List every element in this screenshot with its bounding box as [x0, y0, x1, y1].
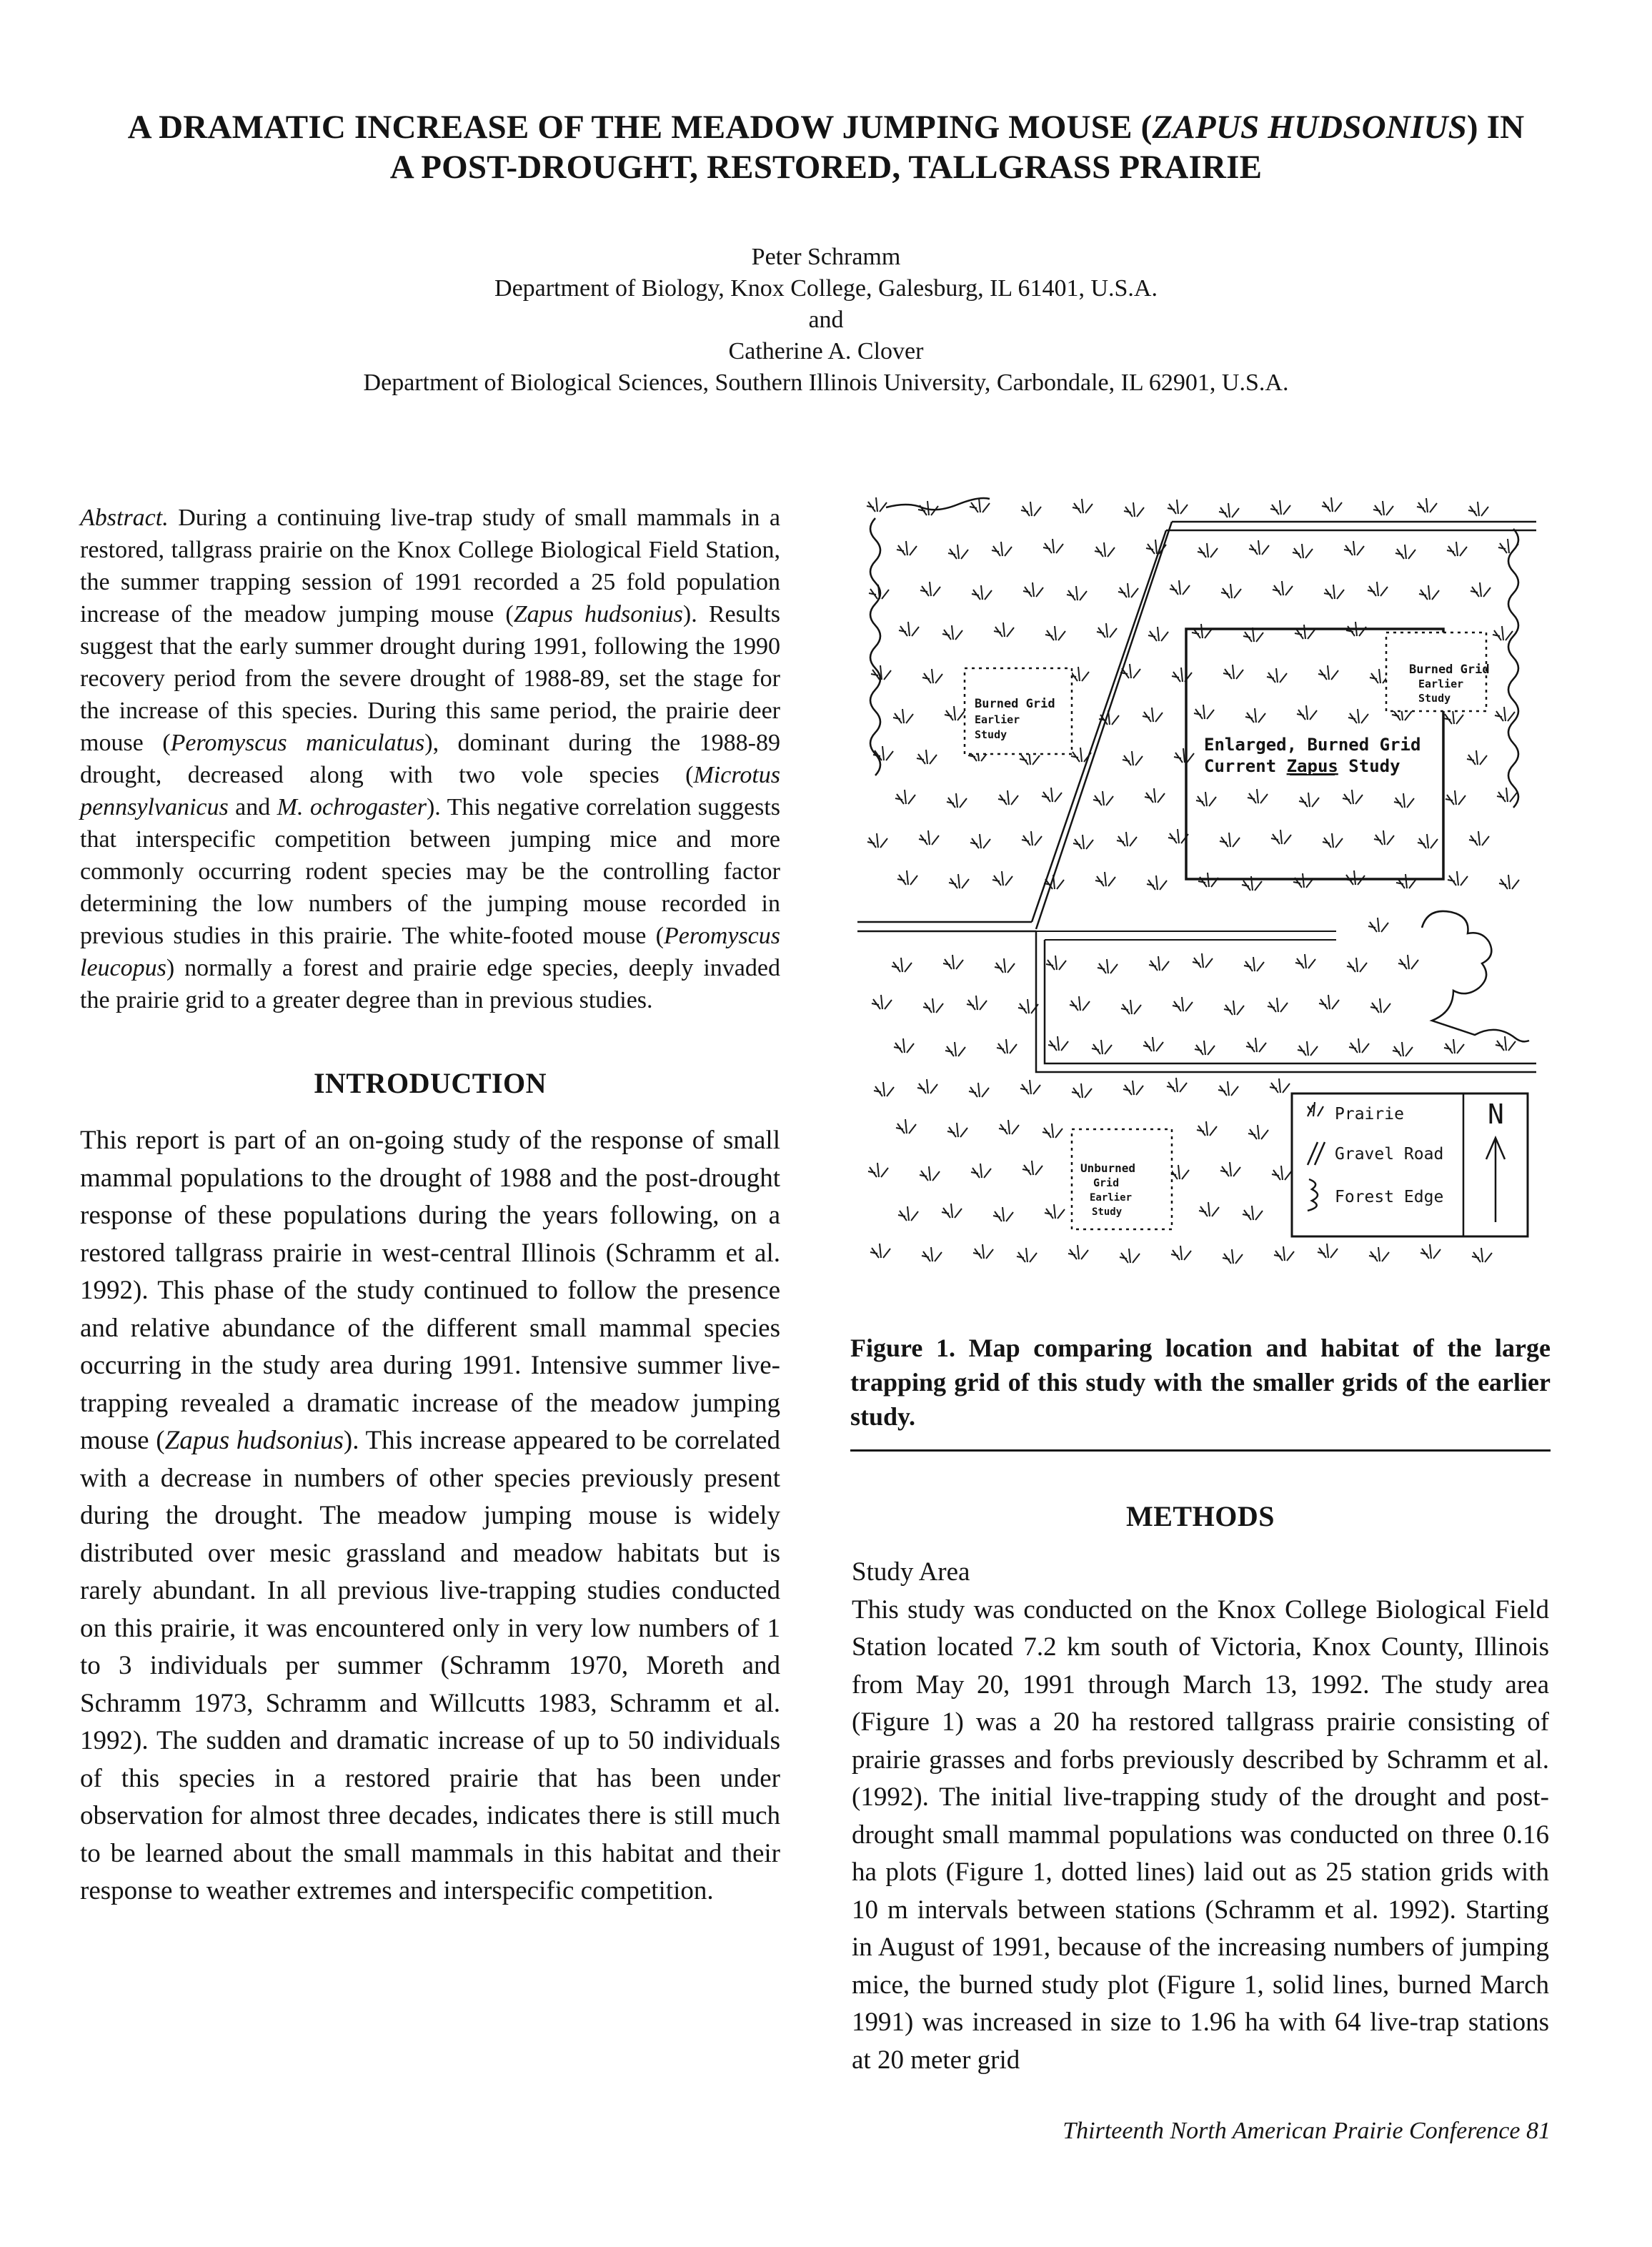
author-block: [143, 242, 1509, 399]
prairie-grass-icon: [923, 998, 943, 1013]
prairie-grass-icon: [1223, 1249, 1243, 1264]
enlarged-grid-label-line2: Current Zapus Study: [1204, 756, 1400, 776]
prairie-grass-icon: [1347, 958, 1367, 972]
gravel-road-top: [1166, 522, 1536, 530]
prairie-grass-icon: [920, 582, 940, 596]
prairie-grass-icon: [1046, 956, 1066, 970]
prairie-grass-icon: [1373, 501, 1393, 515]
prairie-grass-icon: [947, 793, 967, 808]
prairie-grass-icon: [1123, 1081, 1143, 1095]
prairie-grass-icon: [1469, 831, 1489, 845]
prairie-grass-icon: [867, 497, 887, 512]
prairie-grass-icon: [947, 1123, 967, 1137]
unburned-label-line4: Study: [1092, 1206, 1123, 1218]
prairie-grass-icon: [1045, 1204, 1065, 1219]
prairie-grass-icon: [1021, 502, 1041, 516]
prairie-grass-icon: [1121, 1000, 1141, 1014]
prairie-grass-icon: [1496, 1036, 1516, 1051]
left-earlier-study-grid: [965, 668, 1072, 754]
prairie-grass-icon: [1070, 996, 1090, 1011]
prairie-grass-icon: [1418, 834, 1438, 848]
prairie-grass-icon: [1349, 1038, 1369, 1053]
prairie-grass-icon: [1471, 582, 1491, 597]
prairie-grass-icon: [969, 1083, 989, 1097]
prairie-grass-icon: [1398, 955, 1418, 969]
prairie-grass-icon: [1022, 1161, 1043, 1175]
prairie-grass-icon: [1196, 792, 1216, 806]
prairie-grass-icon: [870, 1244, 890, 1258]
prairie-grass-icon: [1419, 585, 1439, 600]
prairie-grass-icon: [1023, 582, 1043, 597]
prairie-grass-icon: [1374, 830, 1394, 845]
prairie-grass-icon: [1117, 832, 1137, 846]
prairie-grass-icon: [920, 1166, 940, 1181]
prairie-grass-icon: [1268, 998, 1288, 1012]
forest-edge-right: [1508, 529, 1518, 808]
title-line-1: A DRAMATIC INCREASE OF THE MEADOW JUMPING MOUSE (ZAPUS HUDSONIUS) IN: [127, 109, 1525, 146]
prairie-grass-icon: [997, 1039, 1017, 1053]
prairie-grass-icon: [1120, 1249, 1140, 1263]
prairie-grass-icon: [1092, 1040, 1112, 1054]
prairie-grass-icon: [1318, 1244, 1338, 1258]
prairie-grass-icon: [899, 622, 919, 636]
prairie-grass-icon: [1396, 874, 1416, 888]
prairie-grass-icon: [1368, 918, 1388, 932]
prairie-grass-icon: [972, 585, 992, 600]
right-grid-label-line1: Burned Grid: [1409, 663, 1490, 677]
methods-heading: METHODS: [1126, 1500, 1275, 1532]
prairie-grass-icon: [1073, 835, 1093, 849]
prairie-grass-icon: [948, 545, 968, 559]
prairie-grass-icon: [1145, 788, 1165, 803]
prairie-grass-icon: [1343, 790, 1363, 804]
study-area-subheading: Study Area: [852, 1557, 970, 1587]
prairie-grass-icon: [1220, 833, 1240, 847]
prairie-grass-icon: [1198, 543, 1218, 557]
abstract-paragraph: Abstract. During a continuing live-trap study of small mammals in a restored, tallgrass prairie on the Knox College Biological Field Station, the summer trapping session of 1991 recorded a 25 fold population increase of the meadow jumping mouse (Zapus hudsonius). Results suggest that the early summer drought during 1991, following the 1990 recovery period from the severe drought of 1988-89, set the stage for the increase of this species. During this same period, the prairie deer mouse (Peromyscus maniculatus), dominant during the 1988-89 drought, decreased along with two vole species (Microtus pennsylvanicus and M. ochrogaster). This negative correlation suggests that interspecific competition between jumping mice and more commonly occurring rodent species may be the controlling factor determining the low numbers of the jumping mouse recorded in previous studies in this prairie. The white-footed mouse (Peromyscus leucopus) normally a forest and prairie edge species, deeply invaded the prairie grid to a greater degree than in previous studies.: [80, 505, 780, 1013]
prairie-grass-icon: [1249, 540, 1269, 555]
map-drawing: [857, 465, 1536, 1308]
prairie-grass-icon: [922, 1247, 942, 1261]
prairie-grass-icon: [1272, 1166, 1292, 1180]
methods-paragraph: This study was conducted on the Knox College Biological Field Station located 7.2 km south of Victoria, Knox County, Illinois from May 20, 1991 through March 13, 1992. The study area (Figure 1) was a 20 ha restored tallgrass prairie consisting of prairie grasses and forbs previously described by Schramm et al. (1992). The initial live-trapping study of the drought and post-drought small mammal populations was conducted on three 0.16 ha plots (Figure 1, dotted lines) laid out as 25 station grids with 10 m intervals between stations (Schramm et al. 1992). Starting in August of 1991, because of the increasing numbers of jumping mice, the burned study plot (Figure 1, solid lines, burned March 1991) was increased in size to 1.96 ha with 64 live-trap stations at 20 meter grid: [852, 1594, 1549, 2075]
prairie-grass-icon: [893, 709, 913, 723]
prairie-grass-icon: [1417, 498, 1437, 512]
legend-forest-edge-label: Forest Edge: [1335, 1188, 1444, 1206]
prairie-grass-icon: [1043, 539, 1063, 553]
prairie-grass-icon: [1243, 1206, 1263, 1220]
paper-title: [57, 107, 1595, 187]
abstract-label: Abstract.: [80, 505, 169, 531]
gravel-road-inner: [1036, 931, 1336, 940]
prairie-grass-icon: [897, 870, 917, 885]
author-2: Catherine A. Clover: [728, 338, 924, 364]
prairie-grass-icon: [1017, 1248, 1037, 1262]
prairie-grass-icon: [1048, 1036, 1068, 1051]
prairie-grass-icon: [1244, 957, 1264, 971]
gravel-road-left: [857, 922, 1036, 931]
prairie-grass-icon: [945, 1042, 965, 1056]
prairie-grass-icon: [1098, 959, 1118, 973]
prairie-grass-icon: [1097, 623, 1117, 638]
prairie-grass-icon: [922, 669, 942, 683]
prairie-grass-icon: [1271, 830, 1291, 844]
title-species: ZAPUS HUDSONIUS: [1152, 109, 1467, 146]
prairie-grass-icon: [949, 874, 969, 888]
prairie-grass-icon: [1324, 585, 1344, 599]
enlarged-grid-label-line1: Enlarged, Burned Grid: [1204, 735, 1421, 755]
prairie-grass-icon: [1394, 793, 1414, 808]
prairie-grass-icon: [1245, 708, 1265, 723]
prairie-grass-icon: [1167, 1078, 1187, 1092]
prairie-grass-icon: [1443, 710, 1463, 724]
prairie-grass-icon: [1323, 833, 1343, 848]
prairie-grass-icon: [1420, 1244, 1440, 1259]
caption-rule: [850, 1449, 1551, 1452]
affiliation-1: Department of Biology, Knox College, Galesburg, IL 61401, U.S.A.: [494, 275, 1158, 302]
prairie-grass-icon: [1395, 545, 1415, 559]
prairie-grass-icon: [867, 833, 887, 848]
prairie-grass-icon: [1368, 582, 1388, 596]
prairie-grass-icon: [967, 996, 987, 1010]
introduction-heading: INTRODUCTION: [313, 1067, 547, 1099]
prairie-grass-icon: [1295, 625, 1315, 639]
figure-1-map: [857, 465, 1536, 1308]
prairie-grass-icon: [942, 625, 962, 640]
prairie-grass-icon: [1195, 1041, 1215, 1055]
prairie-grass-icon: [1273, 581, 1293, 595]
prairie-grass-icon: [1446, 790, 1466, 805]
prairie-grass-icon: [1170, 580, 1190, 595]
prairie-grass-icon: [1369, 1247, 1389, 1261]
prairie-grass-icon: [1344, 541, 1364, 555]
page-footer: Thirteenth North American Prairie Conference 81: [1063, 2118, 1551, 2144]
introduction-paragraph: This report is part of an on-going study of the response of small mammal populations to the drought of 1988 and the post-drought response of these populations during the years following, on a restored tallgrass prairie in west-central Illinois (Schramm et al. 1992). This phase of the study continued to follow the presence and relative abundance of the different small mammal species occurring in the study area during 1991. Intensive summer live-trapping revealed a dramatic increase of the meadow jumping mouse (Zapus hudsonius). This increase appeared to be correlated with a decrease in numbers of other species previously present during the drought. The meadow jumping mouse is widely distributed over mesic grassland and meadow habitats but is rarely abundant. In all previous live-trapping studies conducted on this prairie, it was encountered only in very low numbers of 1 to 3 individuals per summer (Schramm 1970, Moreth and Schramm 1973, Schramm and Willcutts 1983, Schramm et al. 1992). The sudden and dramatic increase of up to 50 individuals of this species in a restored prairie that has been under observation for almost three decades, indicates there is still much to be learned about the small mammals in this habitat and their response to weather extremes and interspecific competition.: [80, 1126, 780, 1905]
affiliation-2: Department of Biological Sciences, Southern Illinois University, Carbondale, IL 62901, U.S.A.: [363, 369, 1289, 396]
prairie-grass-icon: [1192, 624, 1212, 638]
prairie-grass-icon: [1073, 499, 1093, 513]
prairie-grass-icon: [1143, 708, 1163, 722]
right-column: [852, 1499, 1549, 2079]
prairie-grass-icon: [1043, 1124, 1063, 1138]
prairie-grass-icon: [1348, 709, 1368, 723]
gravel-road-loop: [1036, 931, 1536, 1072]
prairie-grass-icon: [1095, 872, 1115, 886]
prairie-grass-icon: [1448, 871, 1468, 886]
prairie-grass-icon: [1193, 953, 1213, 968]
prairie-grass-icon: [1246, 1038, 1266, 1052]
prairie-grass-icon: [943, 955, 963, 969]
prairie-grass-icon: [1143, 1037, 1163, 1051]
prairie-grass-icon: [872, 995, 892, 1009]
prairie-grass-icon: [892, 958, 912, 972]
left-grid-label-line1: Burned Grid: [975, 697, 1055, 711]
forest-edge-left: [870, 518, 880, 775]
right-grid-label-line2: Earlier: [1418, 678, 1464, 690]
prairie-grass-icon: [1095, 542, 1115, 557]
prairie-grass-icon: [1219, 503, 1239, 517]
prairie-grass-icon: [1248, 1125, 1268, 1139]
prairie-grass-icon: [1444, 1039, 1464, 1053]
prairie-grass-icon: [1467, 750, 1487, 765]
prairie-grass-icon: [1174, 748, 1194, 763]
prairie-grass-icon: [895, 790, 915, 804]
prairie-grass-icon: [1447, 542, 1467, 556]
prairie-grass-icon: [1147, 876, 1167, 890]
prairie-grass-icon: [993, 1207, 1013, 1221]
prairie-grass-icon: [1495, 707, 1515, 721]
title-line-2: A POST-DROUGHT, RESTORED, TALLGRASS PRAIRIE: [389, 149, 1263, 186]
prairie-grass-icon: [1293, 544, 1313, 558]
author-conjunction: and: [808, 307, 844, 333]
prairie-grass-icon: [1072, 1083, 1092, 1098]
unburned-label-line3: Earlier: [1090, 1192, 1133, 1204]
legend-gravel-road-label: Gravel Road: [1335, 1145, 1444, 1164]
prairie-grass-icon: [1194, 705, 1214, 719]
legend-prairie-label: Prairie: [1335, 1105, 1404, 1124]
prairie-grass-icon: [1298, 1041, 1318, 1056]
right-grid-label-line3: Study: [1418, 692, 1451, 705]
prairie-grass-icon: [1224, 1001, 1244, 1015]
left-grid-label-line3: Study: [975, 728, 1007, 741]
prairie-grass-icon: [894, 1038, 914, 1053]
prairie-grass-icon: [945, 706, 965, 720]
prairie-grass-icon: [1270, 1078, 1290, 1093]
prairie-grass-icon: [1295, 954, 1315, 968]
prairie-grass-icon: [1124, 502, 1144, 517]
prairie-grass-icon: [1472, 1248, 1492, 1262]
prairie-grass-icon: [1218, 1081, 1238, 1096]
prairie-grass-icon: [868, 1163, 888, 1177]
prairie-grass-icon: [1123, 751, 1143, 765]
prairie-grass-icon: [898, 1206, 918, 1221]
prairie-grass-icon: [1220, 1162, 1240, 1176]
prairie-grass-icon: [1498, 539, 1518, 553]
prairie-grass-icon: [1318, 665, 1338, 680]
prairie-grass-icon: [1221, 584, 1241, 598]
north-symbol: N: [1488, 1098, 1504, 1130]
left-grid-label-line2: Earlier: [975, 713, 1020, 726]
forest-edge-bottom-right: [1422, 911, 1529, 1041]
prairie-grass-icon: [1319, 995, 1339, 1009]
prairie-grass-icon: [973, 1244, 993, 1259]
figure-1-caption: Figure 1. Map comparing location and habitat of the large trapping grid of this study with the smaller grids of the earlier study.: [850, 1334, 1551, 1431]
prairie-grass-icon: [1148, 627, 1168, 641]
prairie-grass-icon: [1045, 626, 1065, 640]
prairie-grass-icon: [919, 830, 939, 845]
prairie-grass-icon: [896, 1119, 916, 1134]
prairie-grass-icon: [1093, 791, 1113, 805]
unburned-label-line2: Grid: [1093, 1176, 1120, 1189]
prairie-grass-icon: [1223, 665, 1243, 679]
prairie-grass-icon: [897, 541, 917, 555]
prairie-grass-icon: [994, 622, 1014, 637]
prairie-grass-icon: [1468, 502, 1488, 516]
prairie-grass-icon: [874, 1082, 894, 1096]
prairie-grass-icon: [1020, 1080, 1040, 1094]
prairie-grass-icon: [971, 1164, 991, 1178]
prairie-grass-icon: [1497, 788, 1517, 802]
prairie-grass-icon: [1042, 788, 1062, 802]
prairie-grass-icon: [1118, 583, 1138, 597]
author-1: Peter Schramm: [751, 244, 901, 270]
prairie-grass-icon: [1172, 668, 1192, 682]
prairie-grass-icon: [992, 871, 1012, 886]
prairie-grass-icon: [1274, 1246, 1294, 1261]
prairie-grass-icon: [1299, 793, 1319, 807]
prairie-grass-icon: [1370, 998, 1390, 1013]
prairie-grass-icon: [1171, 1246, 1191, 1260]
prairie-grass-icon: [1499, 875, 1519, 889]
unburned-label-line1: Unburned: [1080, 1161, 1136, 1175]
prairie-grass-icon: [1197, 1121, 1217, 1136]
prairie-grass-icon: [1067, 586, 1087, 600]
prairie-grass-icon: [998, 790, 1018, 805]
prairie-grass-icon: [1168, 500, 1188, 514]
prairie-grass-icon: [1345, 870, 1365, 885]
prairie-grass-icon: [1248, 789, 1268, 803]
prairie-grass-icon: [1267, 668, 1287, 683]
prairie-grass-icon: [917, 750, 937, 764]
prairie-grass-icon: [970, 834, 990, 848]
prairie-grass-icon: [1199, 1202, 1219, 1216]
prairie-grass-icon: [992, 542, 1012, 556]
prairie-grass-icon: [1297, 705, 1317, 720]
prairie-grass-icon: [917, 1079, 937, 1093]
prairie-grass-icon: [999, 1120, 1019, 1134]
prairie-grass-icon: [995, 958, 1015, 973]
prairie-grass-icon: [1493, 626, 1513, 640]
prairie-grass-icon: [1393, 1042, 1413, 1056]
prairie-grass-icon: [1068, 1245, 1088, 1259]
prairie-grass-icon: [1293, 873, 1313, 888]
prairie-grass-icon: [1022, 831, 1042, 845]
prairie-grass-icon: [873, 746, 893, 760]
prairie-grass-icon: [1149, 956, 1169, 971]
left-column: [80, 502, 780, 1910]
prairie-grass-icon: [1173, 997, 1193, 1011]
prairie-grass-icon: [1322, 497, 1342, 512]
prairie-grass-icon: [1270, 500, 1290, 515]
prairie-grass-icon: [942, 1204, 962, 1218]
